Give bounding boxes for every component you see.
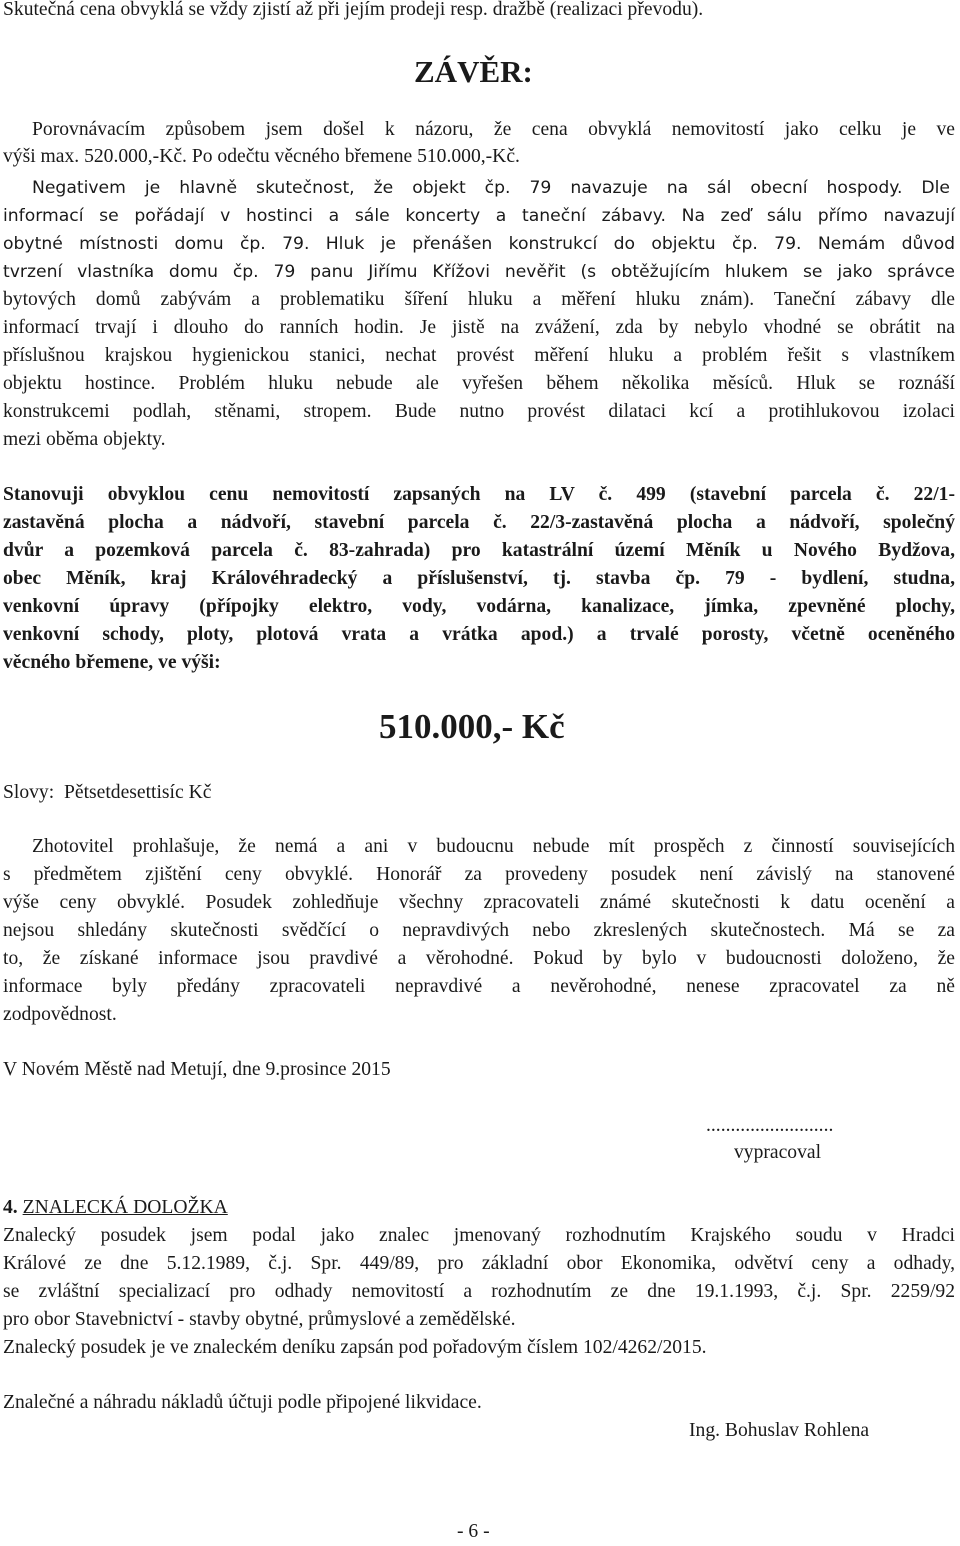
amount-in-words: Slovy: Pětsetdesettisíc Kč	[3, 782, 212, 803]
declaration-line: to, že získané informace jsou pravdivé a věrohodné. Pokud by bylo v budoucnosti doloženo, že	[3, 948, 955, 969]
declaration-line: s předmětem zjištění ceny obvyklé. Honorář za provedeny posudek není závislý na stanovené	[3, 864, 955, 885]
valuation-line: zastavěná plocha a nádvoří, stavební parcela č. 22/3-zastavěná plocha a nádvoří, společný	[3, 512, 955, 533]
declaration-line: nejsou shledány skutečnosti svědčící o nepravdivých nebo zkreslených skutečnostech. Má se za	[3, 920, 955, 941]
signature-line: ..........................	[706, 1115, 834, 1136]
clause-number: 4.	[3, 1197, 18, 1218]
signer-name: Ing. Bohuslav Rohlena	[689, 1420, 870, 1441]
top-line: Skutečná cena obvyklá se vždy zjistí až při jejím prodeji resp. dražbě (realizaci převodu).	[3, 0, 704, 20]
page-number: - 6 -	[457, 1521, 490, 1542]
conclusion-line: informací trvají i dlouho do ranních hodin. Je jistě na zvážení, zda by nebylo vhodné se obrátit na	[3, 317, 955, 338]
conclusion-line: informací se pořádají v hostinci a sále koncerty a taneční zábavy. Na zeď sálu přímo navazují	[3, 206, 955, 226]
valuation-line: dvůr a pozemková parcela č. 83-zahrada) pro katastrální území Měník u Nového Bydžova,	[3, 540, 955, 561]
valuation-line: Stanovuji obvyklou cenu nemovitostí zapsaných na LV č. 499 (stavební parcela č. 22/1-	[3, 484, 955, 505]
valuation-line: venkovní úpravy (přípojky elektro, vody, vodárna, kanalizace, jímka, zpevněné plochy,	[3, 596, 955, 617]
clause-line: Králové ze dne 5.12.1989, č.j. Spr. 449/89, pro základní obor Ekonomika, odvětví ceny a odhady,	[3, 1253, 955, 1274]
conclusion-line: obytné místnosti domu čp. 79. Hluk je přenášen konstrukcí do objektu čp. 79. Nemám důvod	[3, 234, 955, 254]
conclusion-line: příslušnou krajskou hygienickou stanici, nechat provést měření hluku a problém řešit s vlastníkem	[3, 345, 955, 366]
valuation-line: věcného břemene, ve výši:	[3, 652, 221, 673]
expert-diary-note: Znalecký posudek je ve znaleckém deníku zapsán pod pořadovým číslem 102/4262/2015.	[3, 1337, 707, 1358]
place-and-date: V Novém Městě nad Metují, dne 9.prosince 2015	[3, 1059, 391, 1080]
conclusion-line: Negativem je hlavně skutečnost, že objekt čp. 79 navazuje na sál obecní hospody. Dle	[32, 178, 950, 198]
clause-title: ZNALECKÁ DOLOŽKA	[22, 1197, 228, 1218]
conclusion-line: mezi oběma objekty.	[3, 429, 166, 450]
conclusion-line: tvrzení vlastníka domu čp. 79 panu Jiřímu Křížovi nevěřit (s obtěžujícím hlukem se jako správce	[3, 262, 955, 282]
valuation-line: venkovní schody, ploty, plotová vrata a vrátka apod.) a trvalé porosty, včetně oceněného	[3, 624, 955, 645]
declaration-line: informace byly předány zpracovateli nepravdivé a nevěrohodné, nenese zpracovatel za ně	[3, 976, 955, 997]
fee-note: Znalečné a náhradu nákladů účtuji podle připojené likvidace.	[3, 1392, 482, 1413]
conclusion-line: objektu hostince. Problém hluku nebude ale vyřešen během několika měsíců. Hluk se roznáší	[3, 373, 955, 394]
conclusion-heading: ZÁVĚR:	[414, 54, 533, 89]
declaration-line: výše ceny obvyklé. Posudek zohledňuje všechny zpracovateli známé skutečnosti k datu ocenění a	[3, 892, 955, 913]
valuation-amount: 510.000,- Kč	[379, 707, 565, 746]
conclusion-line: konstrukcemi podlah, stěnami, stropem. Bude nutno provést dilataci kcí a protihlukovou izolaci	[3, 401, 955, 422]
declaration-line: zodpovědnost.	[3, 1004, 117, 1025]
declaration-line: Zhotovitel prohlašuje, že nemá a ani v budoucnu nebude mít prospěch z činností souvisejících	[32, 836, 955, 857]
conclusion-line: Porovnávacím způsobem jsem došel k názoru, že cena obvyklá nemovitostí jako celku je ve	[32, 119, 955, 140]
valuation-line: obec Měník, kraj Královéhradecký a příslušenství, tj. stavba čp. 79 - bydlení, studna,	[3, 568, 955, 589]
signature-label: vypracoval	[734, 1142, 822, 1163]
clause-line: Znalecký posudek jsem podal jako znalec jmenovaný rozhodnutím Krajského soudu v Hradci	[3, 1225, 955, 1246]
conclusion-line: bytových domů zabývám a problematiku šíření hluku a měření hluku znám). Taneční zábavy dle	[3, 289, 955, 310]
conclusion-line: výši max. 520.000,-Kč. Po odečtu věcného břemene 510.000,-Kč.	[3, 146, 520, 167]
clause-line: pro obor Stavebnictví - stavby obytné, průmyslové a zemědělské.	[3, 1309, 516, 1330]
clause-line: se zvláštní specializací pro odhady nemovitostí a rozhodnutím ze dne 19.1.1993, č.j. Spr. 2259/92	[3, 1281, 955, 1302]
clause-heading	[3, 1194, 228, 1222]
